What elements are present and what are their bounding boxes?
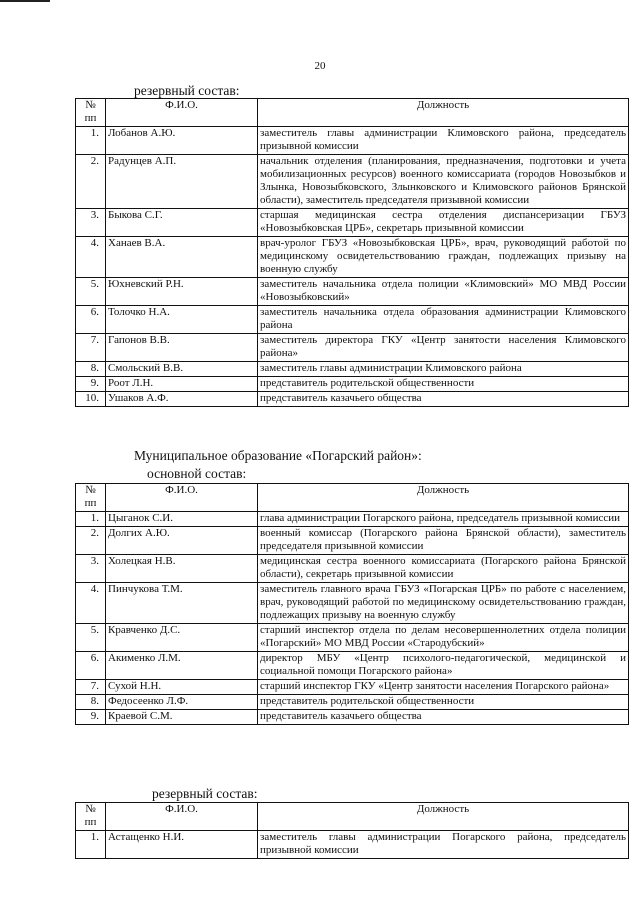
- row-number: 2.: [76, 527, 106, 555]
- table-row: [76, 624, 629, 652]
- section-subheading: резервный состав:: [134, 83, 240, 98]
- row-number: 2.: [76, 155, 106, 209]
- member-name: Астащенко Н.И.: [106, 831, 258, 859]
- table-row: [76, 127, 629, 155]
- table-row: [76, 652, 629, 680]
- table-header-row: [76, 803, 629, 831]
- column-header-number: № пп: [76, 803, 106, 831]
- row-number: 9.: [76, 377, 106, 392]
- table-header-row: [76, 484, 629, 512]
- column-header-position: Должность: [258, 803, 629, 831]
- page-number: 20: [314, 60, 326, 72]
- table-row: [76, 377, 629, 392]
- member-position: старшая медицинская сестра отделения диспансеризации ГБУЗ «Новозыбковская ЦРБ», секретарь призывной комиссии: [258, 209, 629, 237]
- member-name: Быкова С.Г.: [106, 209, 258, 237]
- members-table: [75, 802, 629, 859]
- member-position: начальник отделения (планирования, предназначения, подготовки и учета мобилизационных ресурсов) военного комиссариата (городов Новозыбков и Злынка, Новозыбковского, Злынковского и Климовского районов Брянской области), заместитель председателя призывной комиссии: [258, 155, 629, 209]
- row-number: 8.: [76, 362, 106, 377]
- row-number: 1.: [76, 831, 106, 859]
- column-header-position: Должность: [258, 99, 629, 127]
- row-number: 9.: [76, 710, 106, 725]
- row-number: 4.: [76, 237, 106, 278]
- table-row: [76, 278, 629, 306]
- member-name: Радунцев А.П.: [106, 155, 258, 209]
- column-header-name: Ф.И.О.: [106, 484, 258, 512]
- corner-rule: [0, 0, 50, 2]
- member-name: Ханаев В.А.: [106, 237, 258, 278]
- member-name: Сухой Н.Н.: [106, 680, 258, 695]
- member-position: представитель родительской общественности: [258, 377, 629, 392]
- table-row: [76, 710, 629, 725]
- table-row: [76, 695, 629, 710]
- table-row: [76, 527, 629, 555]
- table-row: [76, 555, 629, 583]
- member-name: Лобанов А.Ю.: [106, 127, 258, 155]
- member-name: Долгих А.Ю.: [106, 527, 258, 555]
- member-position: заместитель главы администрации Погарского района, председатель призывной комиссии: [258, 831, 629, 859]
- section-heading: Муниципальное образование «Погарский район»:: [134, 448, 422, 463]
- column-header-name: Ф.И.О.: [106, 803, 258, 831]
- table-row: [76, 237, 629, 278]
- member-position: представитель казачьего общества: [258, 392, 629, 407]
- member-name: Толочко Н.А.: [106, 306, 258, 334]
- table-row: [76, 680, 629, 695]
- member-position: военный комиссар (Погарского района Брянской области), заместитель председателя призывной комиссии: [258, 527, 629, 555]
- member-name: Гапонов В.В.: [106, 334, 258, 362]
- member-name: Ушаков А.Ф.: [106, 392, 258, 407]
- member-position: заместитель главы администрации Климовского района, председатель призывной комиссии: [258, 127, 629, 155]
- table-row: [76, 392, 629, 407]
- row-number: 6.: [76, 652, 106, 680]
- row-number: 3.: [76, 555, 106, 583]
- table-row: [76, 209, 629, 237]
- row-number: 3.: [76, 209, 106, 237]
- table-row: [76, 512, 629, 527]
- members-table: [75, 98, 629, 407]
- member-name: Роот Л.Н.: [106, 377, 258, 392]
- row-number: 7.: [76, 334, 106, 362]
- row-number: 8.: [76, 695, 106, 710]
- member-name: Акименко Л.М.: [106, 652, 258, 680]
- table-row: [76, 831, 629, 859]
- column-header-number: № пп: [76, 99, 106, 127]
- member-position: представитель казачьего общества: [258, 710, 629, 725]
- row-number: 5.: [76, 278, 106, 306]
- member-position: заместитель начальника отдела полиции «Климовский» МО МВД России «Новозыбковский»: [258, 278, 629, 306]
- column-header-number: № пп: [76, 484, 106, 512]
- table-row: [76, 334, 629, 362]
- member-position: старший инспектор отдела по делам несовершеннолетних отдела полиции «Погарский» МО МВД России «Стародубский»: [258, 624, 629, 652]
- table-row: [76, 583, 629, 624]
- member-position: представитель родительской общественности: [258, 695, 629, 710]
- row-number: 4.: [76, 583, 106, 624]
- table-row: [76, 306, 629, 334]
- section-subheading: основной состав:: [147, 466, 247, 481]
- column-header-name: Ф.И.О.: [106, 99, 258, 127]
- member-position: заместитель директора ГКУ «Центр занятости населения Климовского района»: [258, 334, 629, 362]
- member-position: заместитель начальника отдела образования администрации Климовского района: [258, 306, 629, 334]
- column-header-position: Должность: [258, 484, 629, 512]
- row-number: 6.: [76, 306, 106, 334]
- member-name: Цыганок С.И.: [106, 512, 258, 527]
- member-name: Холецкая Н.В.: [106, 555, 258, 583]
- row-number: 7.: [76, 680, 106, 695]
- member-position: медицинская сестра военного комиссариата (Погарского района Брянской области), секретарь призывной комиссии: [258, 555, 629, 583]
- row-number: 1.: [76, 127, 106, 155]
- member-position: заместитель главы администрации Климовского района: [258, 362, 629, 377]
- member-position: заместитель главного врача ГБУЗ «Погарская ЦРБ» по работе с населением, врач, руководящий работой по медицинскому освидетельствованию граждан, подлежащих призыву на военную службу: [258, 583, 629, 624]
- member-position: глава администрации Погарского района, председатель призывной комиссии: [258, 512, 629, 527]
- member-name: Юхневский Р.Н.: [106, 278, 258, 306]
- member-position: старший инспектор ГКУ «Центр занятости населения Погарского района»: [258, 680, 629, 695]
- members-table: [75, 483, 629, 725]
- member-name: Федосеенко Л.Ф.: [106, 695, 258, 710]
- row-number: 5.: [76, 624, 106, 652]
- member-name: Пинчукова Т.М.: [106, 583, 258, 624]
- table-row: [76, 362, 629, 377]
- table-row: [76, 155, 629, 209]
- row-number: 1.: [76, 512, 106, 527]
- member-position: директор МБУ «Центр психолого-педагогической, медицинской и социальной помощи Погарского района»: [258, 652, 629, 680]
- row-number: 10.: [76, 392, 106, 407]
- table-header-row: [76, 99, 629, 127]
- section-subheading: резервный состав:: [152, 786, 258, 801]
- member-name: Краевой С.М.: [106, 710, 258, 725]
- member-name: Кравченко Д.С.: [106, 624, 258, 652]
- member-name: Смольский В.В.: [106, 362, 258, 377]
- member-position: врач-уролог ГБУЗ «Новозыбковская ЦРБ», врач, руководящий работой по медицинскому освидетельствованию граждан, подлежащих призыву на военную службу: [258, 237, 629, 278]
